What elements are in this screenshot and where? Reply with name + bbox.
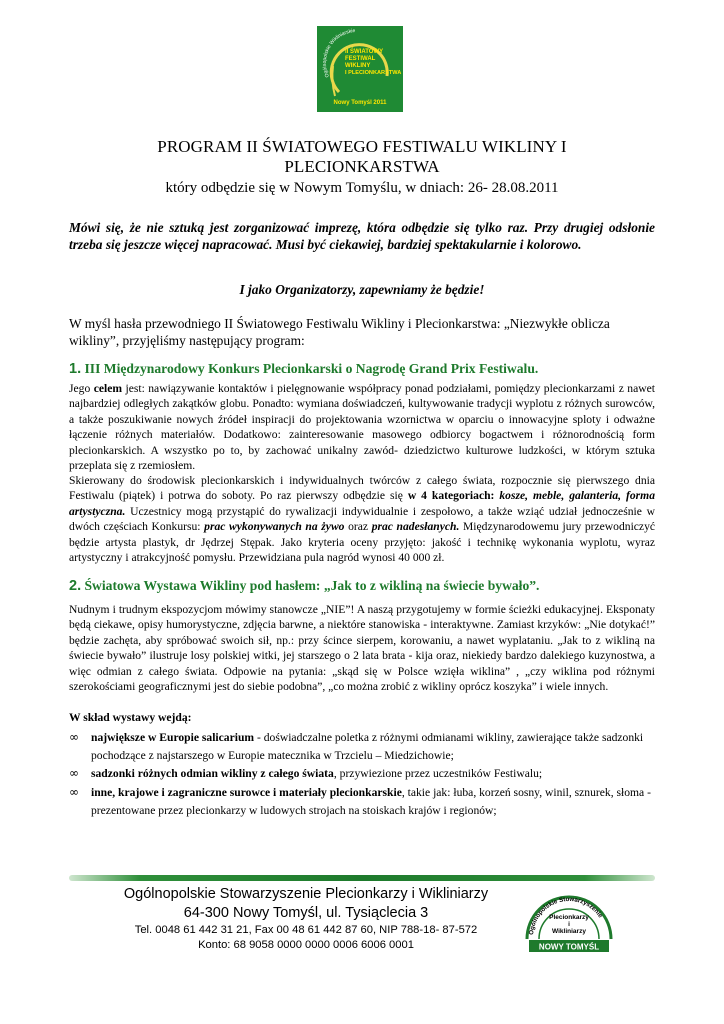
section-2-number: 2. <box>69 578 82 594</box>
section-1-paragraph-2 <box>69 473 655 565</box>
association-logo-band-text: NOWY TOMYŚL <box>538 942 600 952</box>
intro-paragraph: Mówi się, że nie sztuką jest zorganizować imprezę, która odbędzie się tylko raz. Przy drugiej odsłonie trzeba się jeszcze więcej napracować. Musi być ciekawiej, bardziej spektakularnie i kolorowo. <box>69 220 655 252</box>
list-item <box>69 729 655 764</box>
section-1-title: III Międzynarodowy Konkurs Plecionkarski o Nagrodę Grand Prix Festiwalu. <box>84 361 539 376</box>
festival-logo-line1: II ŚWIATOWY <box>345 49 384 55</box>
association-logo-l3: Wikliniarzy <box>552 928 586 935</box>
festival-logo-line3: WIKLINY <box>345 63 371 69</box>
list-item-bold: największe w Europie salicarium <box>91 731 255 744</box>
section-2-title: Światowa Wystawa Wikliny pod hasłem: „Jak to z wikliną na świecie bywało”. <box>84 578 540 593</box>
s1p2-text-f: oraz <box>344 520 372 534</box>
festival-logo-footer: Nowy Tomyśl 2011 <box>333 100 387 106</box>
footer-contact: Tel. 0048 61 442 31 21, Fax 00 48 61 442 87 60, NIP 788-18- 87-572 <box>134 924 478 936</box>
section-2-heading <box>69 578 669 594</box>
list-item-text: , takie jak: łuba, korzeń sosny, winil, sznurek, słoma - prezentowane przez plecionkarzy w ludowych strojach na stoiskach krajów i regionów; <box>91 786 651 817</box>
festival-logo <box>317 26 403 112</box>
list-item <box>69 784 655 819</box>
s1p2-text-d: Uczestnicy mogą przystąpić do rywalizacji indywidualnie i zespołowo, a także wziąć udział jednocześnie w dwóch częściach Konkursu: <box>69 504 655 534</box>
motto-paragraph: W myśl hasła przewodniego II Światowego Festiwalu Wikliny i Plecionkarstwa: „Niezwykłe oblicza wikliny”, przyjęliśmy następujący program: <box>69 316 610 348</box>
section-1-paragraph-1 <box>69 381 655 473</box>
association-logo-l2: i <box>568 921 570 928</box>
s1p1-text-a: Jego <box>69 382 94 395</box>
footer-account: Konto: 68 9058 0000 0000 0006 6006 0001 <box>198 939 414 951</box>
section-1-heading <box>69 361 669 377</box>
list-item-bold: inne, krajowe i zagraniczne surowce i materiały plecionkarskie <box>91 786 402 799</box>
association-logo-l1: Plecionkarzy <box>549 914 589 921</box>
infinity-bullet-icon: ∞ <box>69 730 79 744</box>
s1p2-text-a: Skierowany do środowisk plecionkarskich i indywidualnych twórców z całego świata, rozpocznie się pierwszego dnia Festiwalu (piątek) i potrwa do soboty. Po raz pierwszy odbędzie się <box>69 474 655 503</box>
page-title: PROGRAM II ŚWIATOWEGO FESTIWALU WIKLINY I PLECIONKARSTWA <box>157 137 567 176</box>
s1p2-sent: prac nadesłanych. <box>371 520 460 534</box>
section-2-paragraph-1: Nudnym i trudnym ekspozycjom mówimy stanowcze „NIE”! A naszą przygotujemy w formie ścieżki edukacyjnej. Eksponaty będą ciekawe, opisy humorystyczne, zdjęcia barwne, a niektóre stanowiska - interaktywne. Zamiast krzyków: „Nie dotykać!” będzie zachęta, aby spróbować swoich sił, np.: przy ścince sierpem, korowaniu, a nawet wyplataniu. „Jak to z wikliną na świecie bywało” ilustruje losy polskiej witki, jej starszego o 2 lata brata - kija oraz, niekiedy bardzo dalekiego kuzynostwa, a więc odmian z całego świata. Odpowie na pytania: „skąd się w Polsce wzięła wiklina” , „czy wiklina pod różnymi szerokościami geograficznymi jest do siebie podobna”, „co można zrobić z wikliny oprócz koszyka” i wiele innych. <box>69 603 655 694</box>
page-subtitle: który odbędzie się w Nowym Tomyślu, w dniach: 26- 28.08.2011 <box>165 180 559 196</box>
list-item <box>69 765 655 783</box>
association-logo <box>519 885 619 955</box>
list-item-text: - doświadczalne poletka z różnymi odmianami wikliny, zawierające także sadzonki pochodzące z najstarszego w Europie matecznika w Trzcielu – Miedzichowie; <box>91 731 644 762</box>
s1p1-text-c: jest: nawiązywanie kontaktów i pielęgnowanie współpracy ponad podziałami, pomiędzy plecionkarzami z nawet najbardziej odległych zakątków globu. Ponadto: wymiana doświadczeń, kultywowanie tradycji wyplotu z różnych surowców, a także poszukiwanie nowych źródeł inspiracji do projektowania wzornictwa w oparciu o innowacyjne sploty i odważne łączenie różnych materiałów. Dodatkowo: zainteresowanie masowego odbiorcy bogactwem i różnorodnością form plecionkarskich. A wszystko po to, by zachować unikalny zawód- dziedzictwo kulturowe ludzkości, w którym sztuka przeplata się z rzemiosłem. <box>69 382 655 473</box>
s1p2-live: prac wykonywanych na żywo <box>204 520 345 534</box>
s1p1-goal: celem <box>93 382 123 395</box>
festival-logo-line2: FESTIWAL <box>345 56 376 62</box>
s1p2-categories: kosze, meble, galanteria, forma artystyczna. <box>69 489 655 518</box>
section-2-list-heading: W skład wystawy wejdą: <box>69 711 192 724</box>
footer-org-name: Ogólnopolskie Stowarzyszenie Plecionkarzy i Wikliniarzy <box>123 886 489 902</box>
footer-address: 64-300 Nowy Tomyśl, ul. Tysiąclecia 3 <box>183 905 429 921</box>
association-logo-graphic <box>519 885 619 955</box>
festival-logo-arc-text: Ogólnopolskie Wikliniarskie <box>321 27 356 79</box>
list-item-bold: sadzonki różnych odmian wikliny z całego świata <box>91 767 334 780</box>
festival-logo-graphic <box>317 26 403 112</box>
s1p2-text-h: Międzynarodowemu jury przewodniczyć będzie artysta plastyk, dr Jędrzej Stępak. Jako kryteria oceny przyjęto: jakość i technikę wykonania wyplotu, wyraz artystyczny i atrakcyjność pomysłu. Przewidziana pula nagród wynosi 40 000 zł. <box>69 520 656 565</box>
section-1-number: 1. <box>69 361 82 377</box>
festival-logo-line4: I PLECIONKARSTWA <box>345 70 402 76</box>
list-item-text: , przywiezione przez uczestników Festiwalu; <box>333 767 543 780</box>
infinity-bullet-icon: ∞ <box>69 785 79 799</box>
s1p2-categories-label: w 4 kategoriach: <box>407 489 495 503</box>
promise-line: I jako Organizatorzy, zapewniamy że będzie! <box>239 282 485 297</box>
association-logo-arc-text: Ogólnopolskie Stowarzyszenie <box>528 895 604 936</box>
infinity-bullet-icon: ∞ <box>69 766 79 780</box>
footer-divider <box>69 875 655 881</box>
